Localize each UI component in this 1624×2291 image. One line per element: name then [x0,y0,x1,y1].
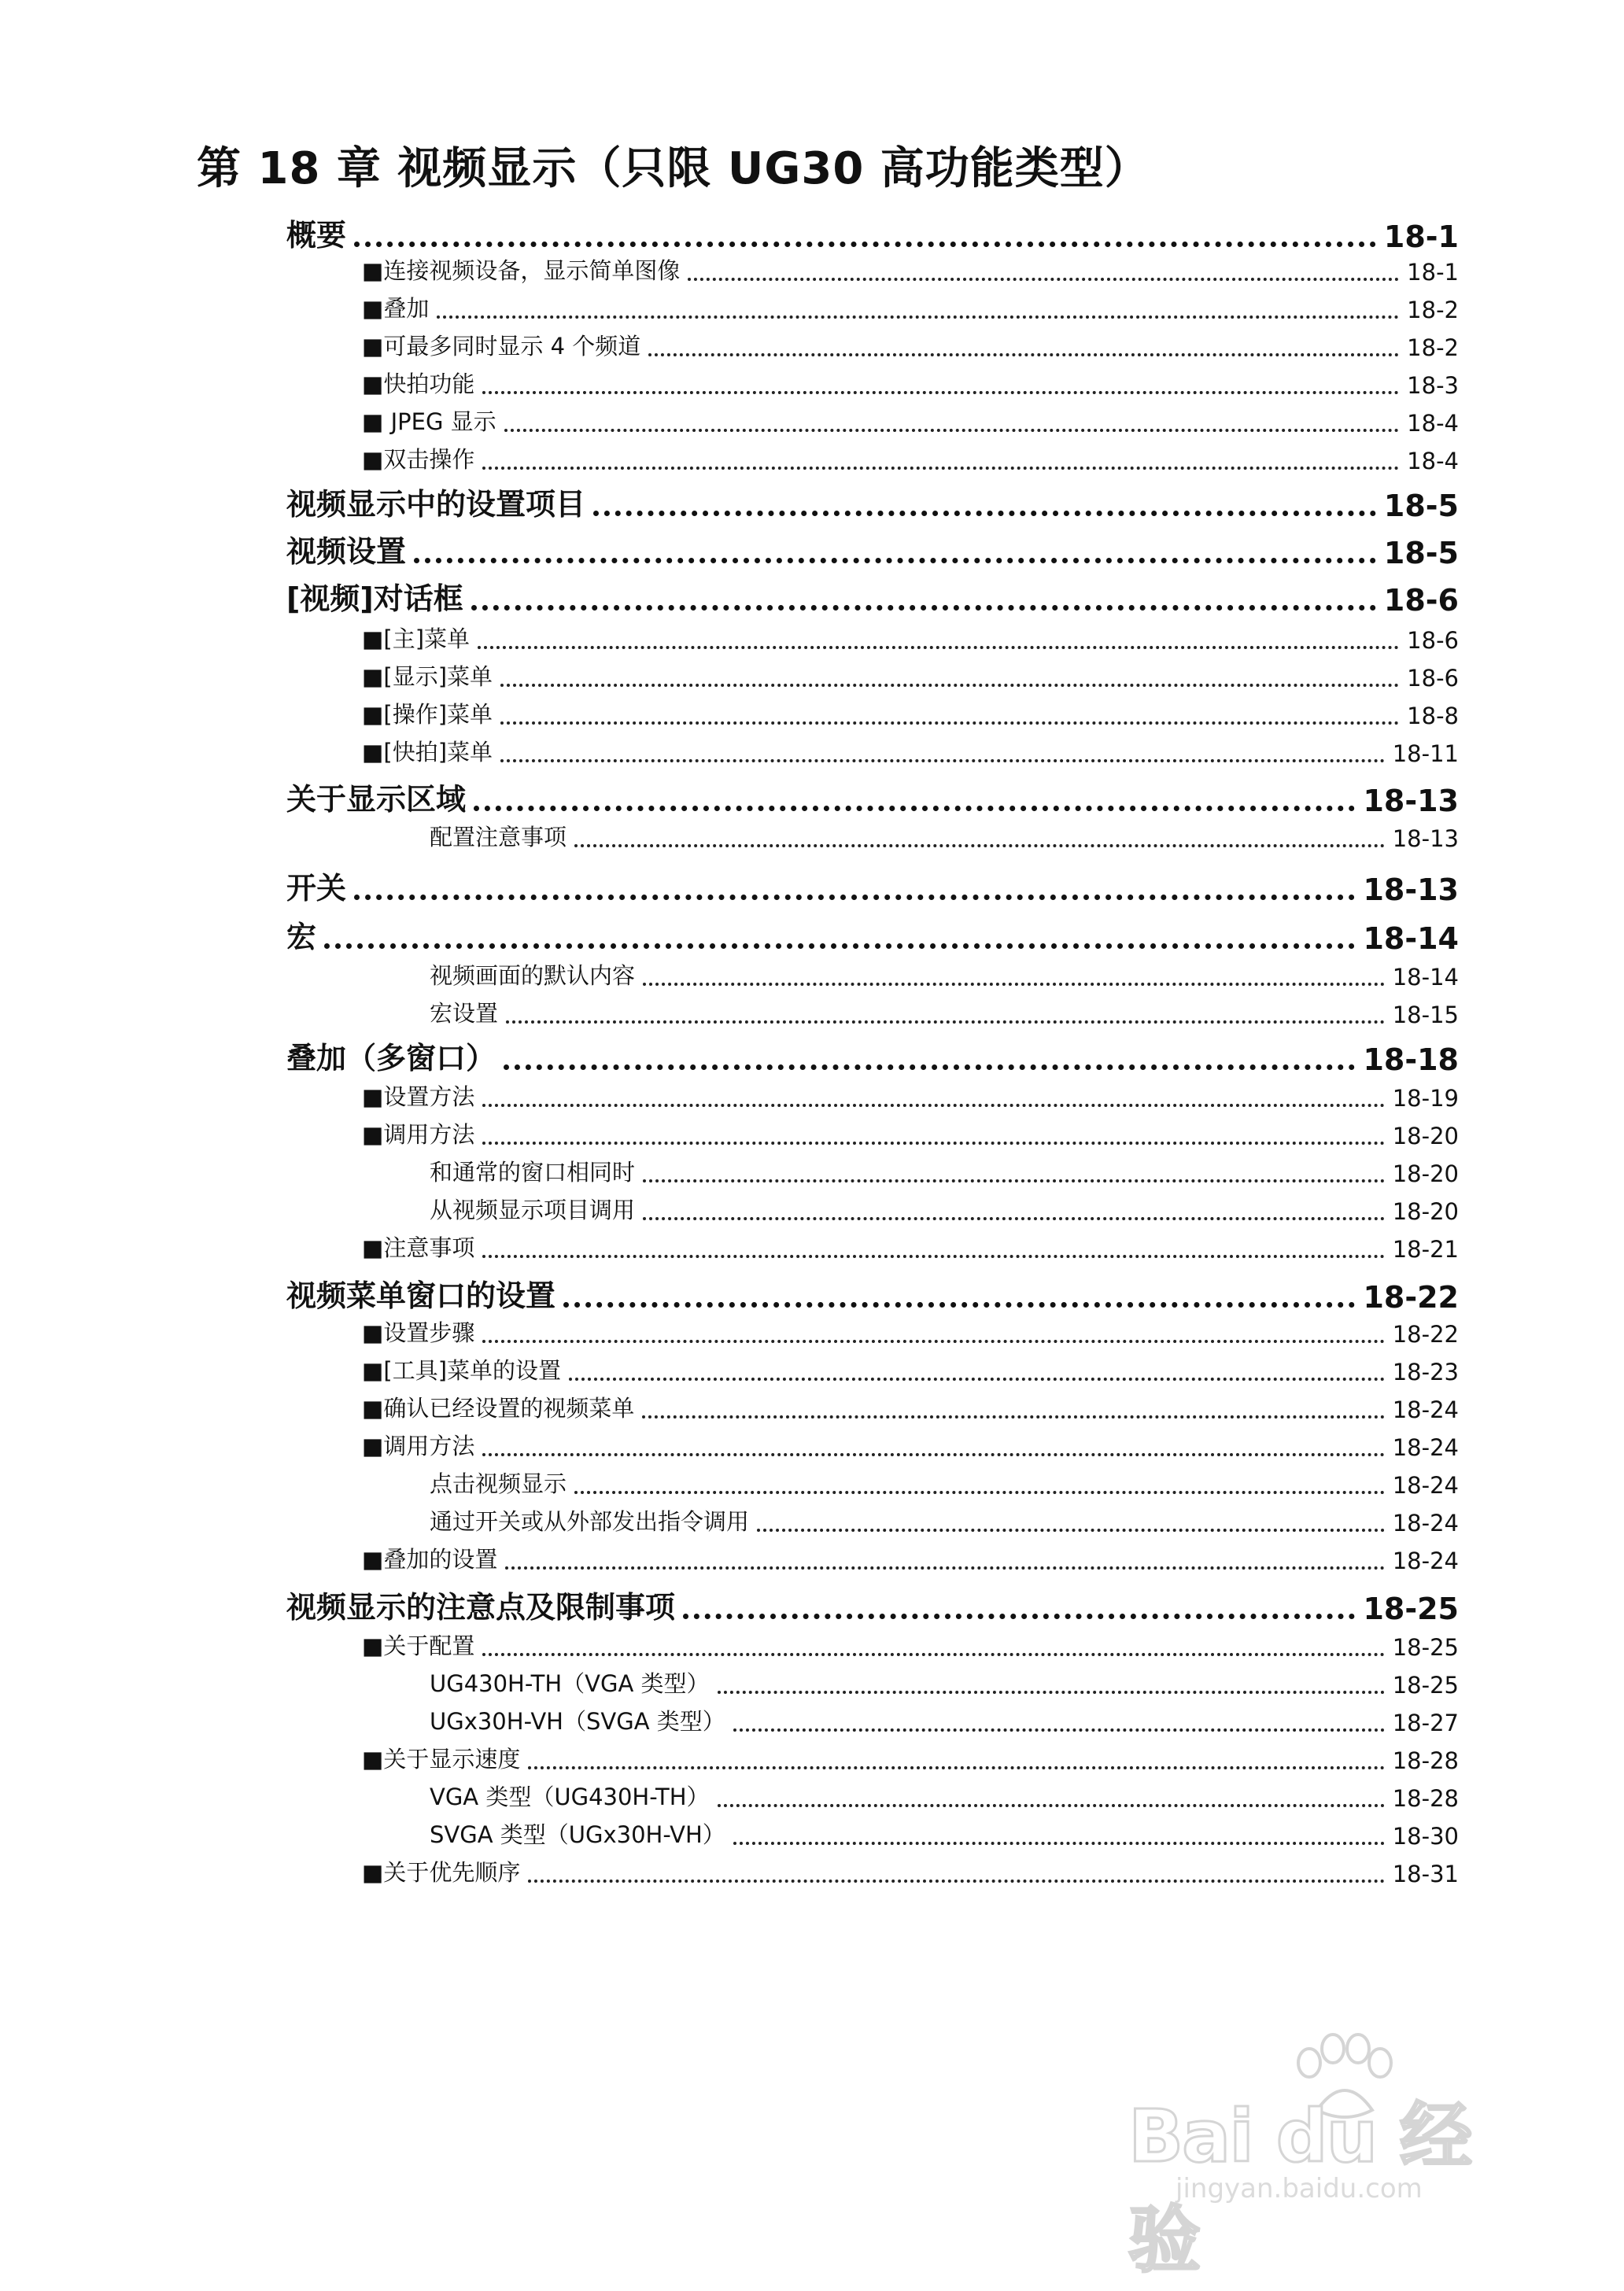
toc-entry-label: 配置注意事项 [430,824,567,850]
toc-page-number: 18-15 [1392,1002,1459,1028]
toc-page-number: 18-13 [1363,784,1459,818]
toc-subentry[interactable] [362,1542,1459,1574]
toc-subentry[interactable] [362,367,1459,399]
toc-page-number: 18-22 [1363,1280,1459,1315]
dot-leader [574,1483,1385,1494]
toc-subentry[interactable] [362,735,1459,767]
toc-subentry[interactable] [362,1230,1459,1263]
toc-section-entry[interactable] [286,864,1459,907]
toc-entry-label: ■[显示]菜单 [362,663,493,690]
toc-subentry[interactable] [362,1315,1459,1348]
toc-page-number: 18-24 [1392,1396,1459,1423]
toc-subentry[interactable] [430,1817,1459,1850]
dot-leader [648,345,1399,356]
toc-entry-label: ■注意事项 [362,1234,475,1261]
toc-subentry[interactable] [362,1742,1459,1774]
toc-entry-label: ■连接视频设备，显示简单图像 [362,257,681,284]
toc-subentry[interactable] [362,404,1459,437]
dot-leader [757,1521,1385,1532]
toc-page-number: 18-14 [1392,964,1459,991]
dot-leader [574,836,1385,847]
toc-page-number: 18-2 [1407,297,1459,323]
dot-leader [478,638,1399,649]
toc-entry-label: UGx30H-VH（SVGA 类型） [430,1708,725,1735]
toc-page-number: 18-6 [1383,583,1459,618]
toc-subentry[interactable] [430,958,1459,991]
toc-page-number: 18-20 [1392,1160,1459,1187]
toc-section-entry[interactable] [286,574,1459,618]
toc-page-number: 18-4 [1407,410,1459,437]
toc-page-number: 18-4 [1407,448,1459,474]
toc-entry-label: ■[主]菜单 [362,625,471,652]
dot-leader [718,1683,1385,1694]
toc-page-number: 18-28 [1392,1785,1459,1812]
toc-page-number: 18-27 [1392,1710,1459,1736]
dot-leader [593,503,1376,516]
dot-leader [505,1559,1384,1570]
toc-entry-label: 视频显示的注意点及限制事项 [286,1590,676,1625]
toc-entry-label: ■确认已经设置的视频菜单 [362,1395,635,1422]
toc-page-number: 18-30 [1392,1823,1459,1850]
toc-page-number: 18-22 [1392,1321,1459,1348]
toc-entry-label: 和通常的窗口相同时 [430,1159,636,1186]
toc-entry-label: ■ JPEG 显示 [362,408,496,435]
dot-leader [500,751,1385,762]
toc-section-entry[interactable] [286,913,1459,956]
dot-leader [500,676,1399,687]
toc-subentry[interactable] [430,1780,1459,1812]
toc-page-number: 18-24 [1392,1548,1459,1574]
toc-entry-label: 视频菜单窗口的设置 [286,1278,556,1313]
toc-entry-label: ■可最多同时显示 4 个频道 [362,333,641,360]
toc-subentry[interactable] [430,1504,1459,1537]
toc-subentry[interactable] [362,291,1459,323]
dot-leader [354,234,1376,247]
toc-subentry[interactable] [362,1429,1459,1461]
toc-entry-label: ■快拍功能 [362,371,475,397]
dot-leader [569,1370,1385,1381]
toc-subentry[interactable] [362,697,1459,729]
toc-section-entry[interactable] [286,527,1459,570]
toc-entry-label: 视频设置 [286,534,407,569]
toc-section-entry[interactable] [286,1583,1459,1626]
toc-page-number: 18-3 [1407,372,1459,399]
toc-entry-label: 关于显示区域 [286,782,467,817]
toc-entry-label: 宏 [286,920,317,954]
toc-subentry[interactable] [430,1193,1459,1225]
dot-leader [482,1332,1384,1343]
dot-leader [504,421,1399,432]
toc-page-number: 18-28 [1392,1747,1459,1774]
toc-subentry[interactable] [362,1391,1459,1423]
toc-page-number: 18-5 [1383,489,1459,523]
toc-entry-label: 叠加（多窗口） [286,1041,496,1075]
toc-entry-label: 通过开关或从外部发出指令调用 [430,1508,750,1535]
dot-leader [642,1407,1384,1419]
toc-section-entry[interactable] [286,1271,1459,1315]
toc-page-number: 18-19 [1392,1085,1459,1112]
toc-entry-label: 概要 [286,218,347,253]
toc-section-entry[interactable] [286,775,1459,818]
dot-leader [482,1096,1384,1107]
dot-leader [528,1758,1384,1769]
toc-entry-label: 从视频显示项目调用 [430,1197,636,1223]
toc-page-number: 18-1 [1407,259,1459,286]
toc-subentry[interactable] [362,253,1459,286]
toc-entry-label: 视频显示中的设置项目 [286,487,586,522]
dot-leader [733,1721,1385,1732]
toc-page-number: 18-25 [1392,1634,1459,1661]
dot-leader [733,1834,1385,1845]
watermark-brand: Bai du 经验 [1128,2094,1471,2282]
toc-page-number: 18-25 [1392,1672,1459,1699]
toc-entry-label: SVGA 类型（UGx30H-VH） [430,1821,725,1848]
toc-subentry[interactable] [430,996,1459,1028]
dot-leader [474,798,1355,811]
toc-subentry[interactable] [362,329,1459,361]
toc-subentry[interactable] [430,1666,1459,1699]
toc-entry-label: ■关于配置 [362,1632,475,1659]
dot-leader [471,597,1376,611]
dot-leader [482,459,1399,470]
dot-leader [324,935,1355,949]
toc-subentry[interactable] [362,1353,1459,1385]
dot-leader [643,975,1385,986]
toc-section-entry[interactable] [286,480,1459,523]
toc-page-number: 18-20 [1392,1123,1459,1149]
toc-entry-label: ■调用方法 [362,1121,475,1148]
toc-page-number: 18-11 [1392,740,1459,767]
toc-page-number: 18-2 [1407,334,1459,361]
toc-page-number: 18-5 [1383,536,1459,570]
toc-page-number: 18-6 [1407,665,1459,692]
toc-subentry[interactable] [362,659,1459,692]
dot-leader [482,1134,1384,1145]
toc-subentry[interactable] [430,1704,1459,1736]
dot-leader [504,1057,1355,1070]
toc-page-number: 18-8 [1407,703,1459,729]
toc-entry-label: ■关于优先顺序 [362,1859,521,1886]
dot-leader [718,1796,1385,1807]
toc-subentry[interactable] [430,1466,1459,1499]
dot-leader [482,1247,1384,1258]
toc-subentry[interactable] [362,1629,1459,1661]
toc-entry-label: 宏设置 [430,1000,499,1027]
toc-entry-label: 点击视频显示 [430,1470,567,1497]
toc-page-number: 18-25 [1363,1592,1459,1626]
toc-page-number: 18-31 [1392,1861,1459,1887]
toc-page-number: 18-13 [1392,825,1459,852]
toc-entry-label: ■双击操作 [362,446,475,473]
toc-entry-label: ■设置步骤 [362,1319,475,1346]
dot-leader [643,1171,1385,1182]
dot-leader [482,1645,1384,1656]
dot-leader [482,383,1399,394]
toc-section-entry[interactable] [286,211,1459,254]
chapter-title: 第 18 章 视频显示（只限 UG30 高功能类型） [197,143,1150,194]
dot-leader [437,308,1399,319]
toc-subentry[interactable] [362,1117,1459,1149]
toc-subentry[interactable] [362,1079,1459,1112]
watermark-url: jingyan.baidu.com [1176,2173,1423,2204]
toc-page-number: 18-1 [1383,220,1459,254]
dot-leader [528,1872,1384,1883]
dot-leader [354,887,1355,900]
dot-leader [506,1013,1385,1024]
dot-leader [683,1606,1355,1619]
toc-subentry[interactable] [430,1155,1459,1187]
toc-subentry[interactable] [362,442,1459,474]
toc-entry-label: ■调用方法 [362,1433,475,1459]
toc-subentry[interactable] [362,622,1459,654]
toc-page-number: 18-13 [1363,872,1459,907]
toc-page-number: 18-23 [1392,1359,1459,1385]
dot-leader [482,1445,1384,1456]
dot-leader [643,1209,1385,1220]
dot-leader [414,550,1376,563]
toc-page-number: 18-14 [1363,921,1459,956]
toc-entry-label: ■关于显示速度 [362,1746,521,1773]
dot-leader [563,1294,1355,1308]
toc-entry-label: ■[快拍]菜单 [362,739,493,766]
toc-subentry[interactable] [430,820,1459,852]
toc-page-number: 18-20 [1392,1198,1459,1225]
dot-leader [688,270,1399,281]
toc-section-entry[interactable] [286,1034,1459,1077]
toc-entry-label: ■[工具]菜单的设置 [362,1357,562,1384]
toc-page-number: 18-24 [1392,1472,1459,1499]
toc-subentry[interactable] [362,1855,1459,1887]
toc-page-number: 18-6 [1407,627,1459,654]
baidu-jingyan-watermark [1128,2047,1537,2282]
toc-entry-label: 视频画面的默认内容 [430,962,636,989]
toc-entry-label: 开关 [286,871,347,906]
toc-page-number: 18-21 [1392,1236,1459,1263]
toc-entry-label: VGA 类型（UG430H-TH） [430,1784,710,1810]
dot-leader [500,714,1399,725]
toc-entry-label: ■设置方法 [362,1083,475,1110]
toc-page-number: 18-18 [1363,1042,1459,1077]
toc-entry-label: ■叠加的设置 [362,1546,498,1573]
toc-entry-label: UG430H-TH（VGA 类型） [430,1670,710,1697]
toc-entry-label: ■[操作]菜单 [362,701,493,728]
toc-page-number: 18-24 [1392,1434,1459,1461]
toc-page-number: 18-24 [1392,1510,1459,1537]
toc-entry-label: ■叠加 [362,295,430,322]
toc-entry-label: [视频]对话框 [286,581,463,616]
